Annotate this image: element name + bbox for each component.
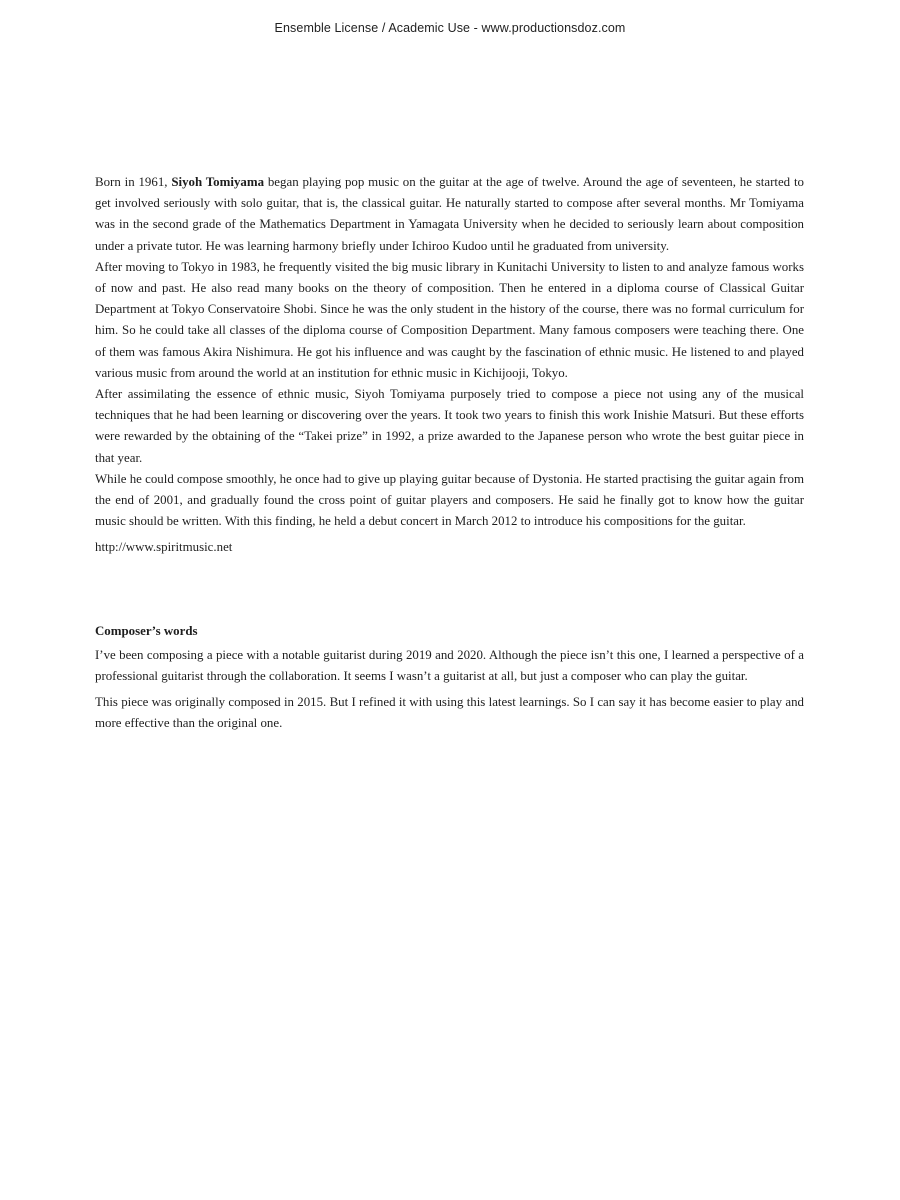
composer-name: Siyoh Tomiyama bbox=[171, 175, 265, 189]
biography-paragraph-1 bbox=[95, 172, 804, 257]
main-content bbox=[95, 172, 804, 735]
biography-paragraph-4: While he could compose smoothly, he once had to give up playing guitar because of Dystonia. He started practising the guitar again from the end of 2001, and gradually found the cross point of guitar players and composers. He said he finally got to know how the guitar music should be written. With this finding, he held a debut concert in March 2012 to introduce his compositions for the guitar. bbox=[95, 471, 804, 529]
composers-words-paragraph-1: I’ve been composing a piece with a notable guitarist during 2019 and 2020. Although the piece isn’t this one, I learned a perspective of a professional guitarist through the collaboration. It seems I wasn’t a guitarist at all, but just a composer who can play the guitar. bbox=[95, 647, 804, 684]
composers-words-heading: Composer’s words bbox=[95, 623, 198, 638]
page-header: Ensemble License / Academic Use - www.productionsdoz.com bbox=[274, 21, 626, 35]
composers-words-paragraph-2: This piece was originally composed in 2015. But I refined it with using this latest learnings. So I can say it has become easier to play and more effective than the original one. bbox=[95, 695, 804, 731]
website-link[interactable]: http://www.spiritmusic.net bbox=[95, 540, 233, 555]
biography-paragraph-2: After moving to Tokyo in 1983, he frequently visited the big music library in Kunitachi University to listen to and analyze famous works of now and past. He also read many books on the theory of composition. Then he entered in a diploma course of Classical Guitar Department at Tokyo Conservatoire Shobi. Since he was the only student in the history of the course, there was no formal curriculum for him. So he could take all classes of the diploma course of Composition Department. Many famous composers were teaching there. One of them was famous Akira Nishimura. He got his influence and was caught by the fascination of ethnic music. He listened to and played various music from around the world at an institution for ethnic music in Kichijooji, Tokyo. bbox=[95, 259, 804, 380]
bio-p1-rest: began playing pop music on the guitar at the age of twelve. Around the age of seventeen, he started to get involved seriously with solo guitar, that is, the classical guitar. He naturally started to compose after several months. Mr Tomiyama was in the second grade of the Mathematics Department in Yamagata University when he decided to seriously learn about composition under a private tutor. He was learning harmony briefly under Ichiroo Kudoo until he graduated from university. bbox=[95, 175, 804, 253]
biography-paragraph-3: After assimilating the essence of ethnic music, Siyoh Tomiyama purposely tried to compose a piece not using any of the musical techniques that he had been learning or discovering over the years. It took two years to finish this work Inishie Matsuri. But these efforts were rewarded by the obtaining of the “Takei prize” in 1992, a prize awarded to the Japanese person who wrote the best guitar piece in that year. bbox=[95, 387, 804, 465]
bio-p1-intro: Born in 1961, bbox=[95, 175, 172, 189]
